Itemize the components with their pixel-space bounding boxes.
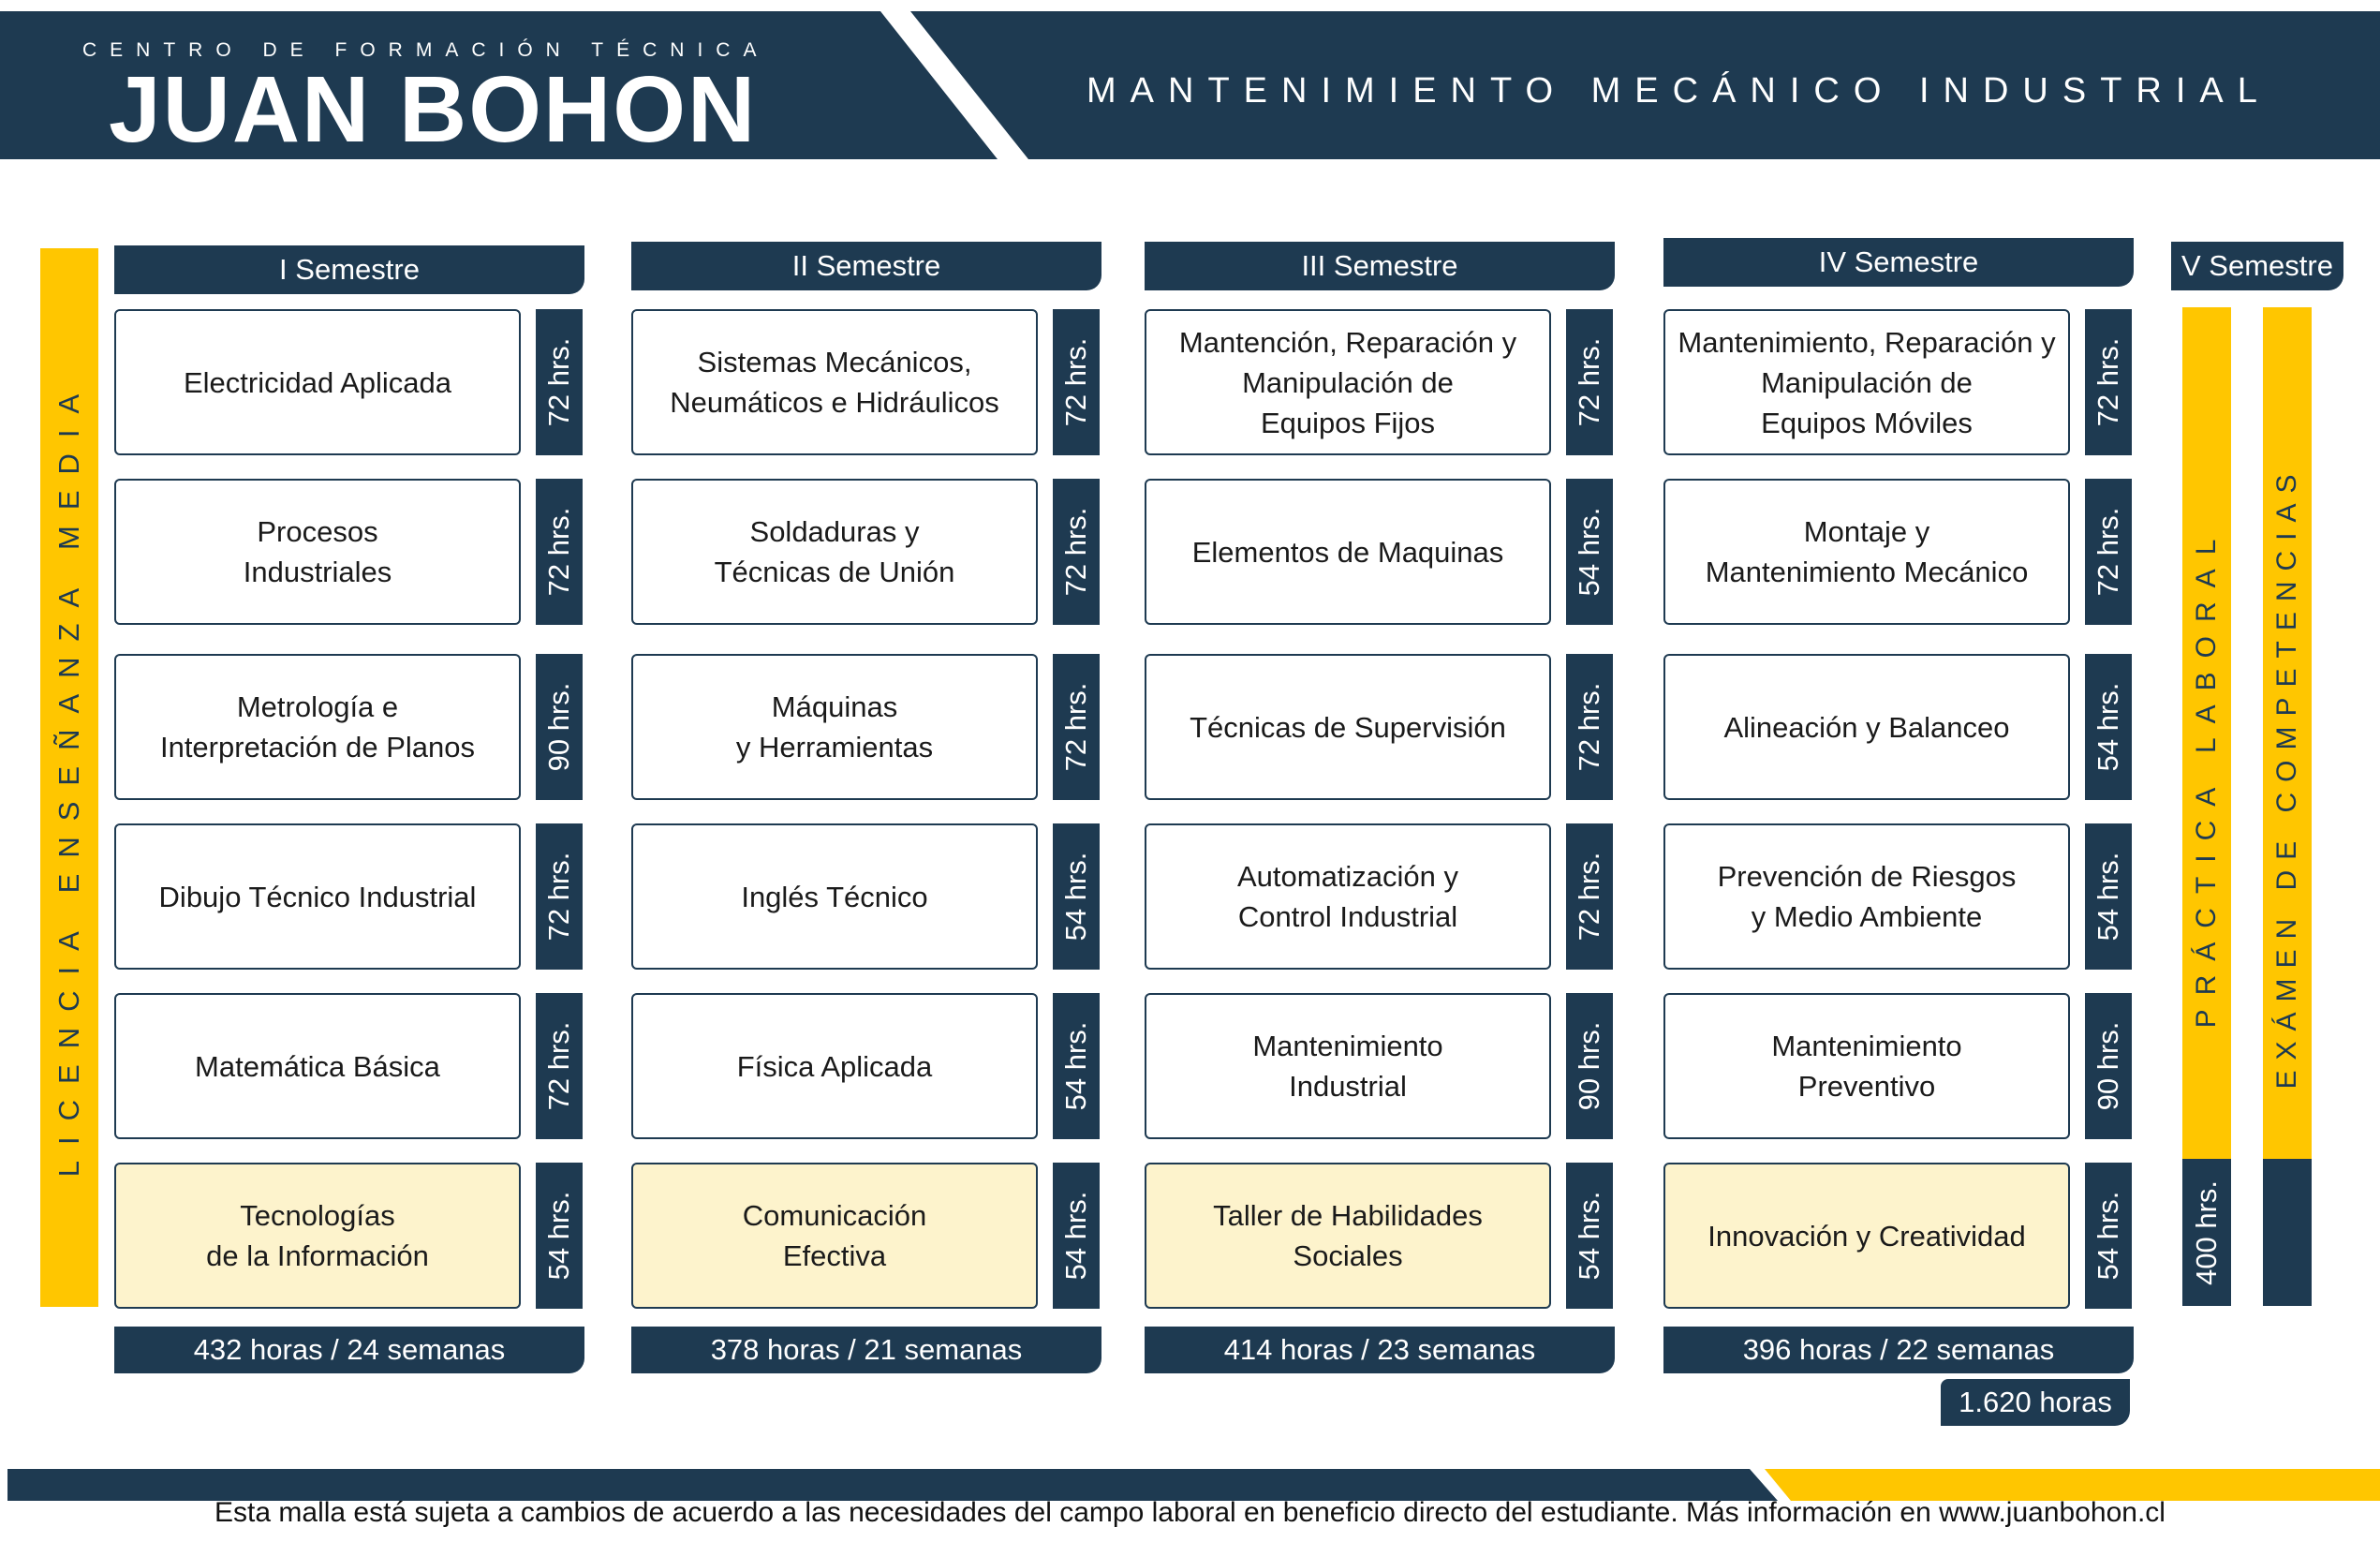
course-hours-box — [2085, 309, 2132, 455]
course-box: Taller de Habilidades Sociales — [1145, 1163, 1551, 1309]
course-hours-box — [536, 1163, 583, 1309]
license-label: LICENCIA ENSEÑANZA MEDIA — [52, 378, 85, 1178]
course-hours-box — [2085, 479, 2132, 625]
course-hours: 54 hrs. — [2092, 682, 2124, 772]
footer-note: Esta malla está sujeta a cambios de acuerdo a las necesidades del campo laboral en beneficio directo del estudiante. Más información en www.juanbohon.cl — [214, 1497, 2166, 1528]
semester-header: II Semestre — [631, 242, 1101, 290]
course-box: Mantenimiento, Reparación y Manipulación de Equipos Móviles — [1663, 309, 2070, 455]
course-box: Innovación y Creatividad — [1663, 1163, 2070, 1309]
course-hours-box — [1566, 479, 1613, 625]
semester-header-v: V Semestre — [2171, 242, 2343, 290]
license-side-bar — [40, 248, 98, 1307]
course-box: Técnicas de Supervisión — [1145, 654, 1551, 800]
course-box: Montaje y Mantenimiento Mecánico — [1663, 479, 2070, 625]
course-hours-box — [1566, 823, 1613, 970]
course-hours: 72 hrs. — [1573, 682, 1605, 772]
course-hours-box — [1053, 654, 1100, 800]
course-hours-box — [1053, 993, 1100, 1139]
course-hours-box — [536, 993, 583, 1139]
course-hours-box — [1053, 823, 1100, 970]
course-box: Mantenimiento Preventivo — [1663, 993, 2070, 1139]
course-hours: 54 hrs. — [1573, 507, 1605, 597]
course-hours-box — [1566, 309, 1613, 455]
course-box: Prevención de Riesgos y Medio Ambiente — [1663, 823, 2070, 970]
course-hours-box — [1566, 1163, 1613, 1309]
course-box: Máquinas y Herramientas — [631, 654, 1038, 800]
course-box: Dibujo Técnico Industrial — [114, 823, 521, 970]
course-box: Procesos Industriales — [114, 479, 521, 625]
course-hours: 90 hrs. — [2092, 1021, 2124, 1111]
course-box: Comunicación Efectiva — [631, 1163, 1038, 1309]
course-hours: 90 hrs. — [542, 682, 575, 772]
header-banner — [0, 11, 2380, 162]
course-hours: 72 hrs. — [1573, 337, 1605, 427]
course-hours-box — [536, 479, 583, 625]
course-hours-box — [2085, 823, 2132, 970]
course-box: Sistemas Mecánicos, Neumáticos e Hidráulicos — [631, 309, 1038, 455]
course-hours-box — [2085, 654, 2132, 800]
course-box: Mantenimiento Industrial — [1145, 993, 1551, 1139]
course-hours-box — [1566, 993, 1613, 1139]
course-hours-box — [2085, 993, 2132, 1139]
semester-total: 432 horas / 24 semanas — [114, 1327, 584, 1373]
semester-total: 396 horas / 22 semanas — [1663, 1327, 2134, 1373]
course-hours: 72 hrs. — [2092, 507, 2124, 597]
course-hours: 72 hrs. — [542, 852, 575, 942]
exam-bar-bottom — [2263, 1159, 2312, 1306]
school-subtitle: CENTRO DE FORMACIÓN TÉCNICA — [82, 39, 770, 61]
practice-hours: 400 hrs. — [2190, 1179, 2223, 1285]
course-hours-box — [1053, 479, 1100, 625]
course-hours: 72 hrs. — [542, 1021, 575, 1111]
program-title: MANTENIMIENTO MECÁNICO INDUSTRIAL — [1087, 71, 2271, 111]
course-hours-box — [536, 823, 583, 970]
course-box: Automatización y Control Industrial — [1145, 823, 1551, 970]
course-hours: 54 hrs. — [1059, 852, 1092, 942]
course-hours: 54 hrs. — [1573, 1191, 1605, 1281]
course-box: Física Aplicada — [631, 993, 1038, 1139]
course-hours: 54 hrs. — [1059, 1191, 1092, 1281]
semester-header: I Semestre — [114, 245, 584, 294]
course-hours: 54 hrs. — [542, 1191, 575, 1281]
course-box: Inglés Técnico — [631, 823, 1038, 970]
course-hours: 72 hrs. — [1573, 852, 1605, 942]
semester-header: IV Semestre — [1663, 238, 2134, 287]
course-box: Alineación y Balanceo — [1663, 654, 2070, 800]
semester-total: 414 horas / 23 semanas — [1145, 1327, 1615, 1373]
course-hours: 72 hrs. — [2092, 337, 2124, 427]
course-hours: 72 hrs. — [1059, 337, 1092, 427]
exam-label: EXÁMEN DE COMPETENCIAS — [2271, 464, 2302, 1090]
course-hours-box — [1053, 309, 1100, 455]
exam-bar — [2263, 307, 2312, 1306]
course-hours-box — [1053, 1163, 1100, 1309]
course-hours-box — [536, 309, 583, 455]
practice-hours-box — [2182, 1159, 2231, 1306]
semester-total: 378 horas / 21 semanas — [631, 1327, 1101, 1373]
course-hours-box — [536, 654, 583, 800]
grand-total-badge: 1.620 horas — [1941, 1379, 2130, 1426]
practice-label: PRÁCTICA LABORAL — [2191, 525, 2222, 1029]
course-box: Elementos de Maquinas — [1145, 479, 1551, 625]
practice-bar — [2182, 307, 2231, 1306]
course-hours: 54 hrs. — [2092, 852, 2124, 942]
course-hours: 72 hrs. — [542, 507, 575, 597]
course-hours: 54 hrs. — [1059, 1021, 1092, 1111]
course-hours: 72 hrs. — [542, 337, 575, 427]
course-hours-box — [1566, 654, 1613, 800]
course-hours: 54 hrs. — [2092, 1191, 2124, 1281]
semester-header: III Semestre — [1145, 242, 1615, 290]
course-box: Electricidad Aplicada — [114, 309, 521, 455]
course-hours: 72 hrs. — [1059, 507, 1092, 597]
course-hours: 90 hrs. — [1573, 1021, 1605, 1111]
course-box: Matemática Básica — [114, 993, 521, 1139]
course-hours: 72 hrs. — [1059, 682, 1092, 772]
course-box: Metrología e Interpretación de Planos — [114, 654, 521, 800]
course-box: Tecnologías de la Información — [114, 1163, 521, 1309]
course-box: Soldaduras y Técnicas de Unión — [631, 479, 1038, 625]
school-name: JUAN BOHON — [109, 57, 758, 162]
course-hours-box — [2085, 1163, 2132, 1309]
course-box: Mantención, Reparación y Manipulación de Equipos Fijos — [1145, 309, 1551, 455]
